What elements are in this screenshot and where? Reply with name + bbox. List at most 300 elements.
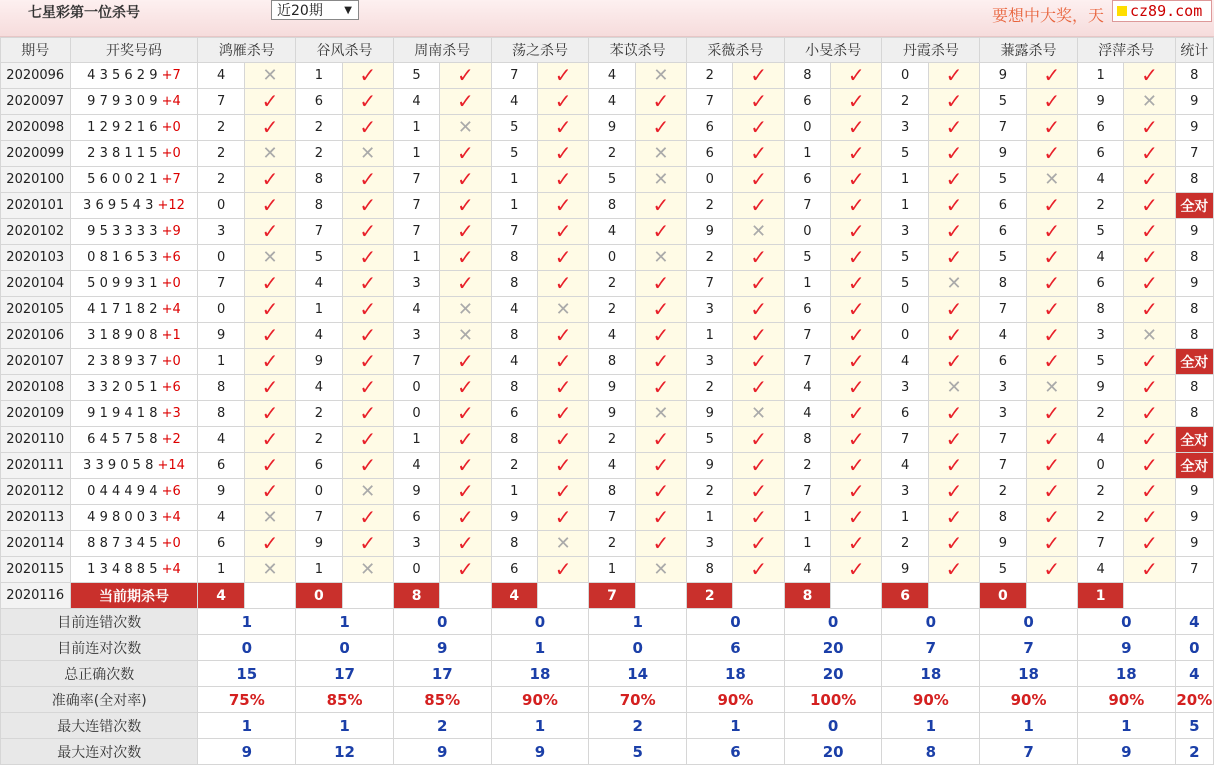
result-mark-cell	[733, 557, 784, 583]
kill-number-cell: 8	[198, 375, 244, 401]
kill-number-cell: 4	[491, 349, 537, 375]
table-row	[1, 557, 1214, 583]
summary-value: 2	[393, 713, 491, 739]
result-mark-cell	[831, 531, 882, 557]
summary-value: 1	[491, 713, 589, 739]
check-icon: ✓	[1043, 531, 1061, 555]
table-row	[1, 219, 1214, 245]
kill-number-cell: 1	[687, 505, 733, 531]
kill-number-cell: 0	[882, 63, 928, 89]
kill-number-cell: 0	[393, 557, 439, 583]
draw-digits: 9 7 9 3 0 9	[87, 94, 158, 109]
draw-cell	[70, 427, 198, 453]
blank-cell	[635, 583, 686, 609]
draw-sum: +12	[157, 198, 185, 213]
check-icon: ✓	[359, 271, 377, 295]
kill-number-cell: 7	[393, 219, 439, 245]
kill-number-cell: 2	[589, 427, 635, 453]
check-icon: ✓	[652, 193, 670, 217]
result-mark-cell	[440, 89, 491, 115]
result-mark-cell	[733, 323, 784, 349]
check-icon: ✓	[945, 479, 963, 503]
kill-number-cell: 8	[784, 63, 830, 89]
column-header-expert: 苯苡杀号	[589, 38, 687, 63]
result-mark-cell	[733, 531, 784, 557]
kill-number-cell: 2	[882, 89, 928, 115]
check-icon: ✓	[261, 89, 279, 113]
result-mark-cell	[635, 349, 686, 375]
kill-number-cell: 4	[589, 89, 635, 115]
summary-stat: 4	[1175, 661, 1213, 687]
kill-number-cell: 2	[687, 479, 733, 505]
logo-square-icon	[1117, 6, 1127, 16]
period-cell: 2020098	[1, 115, 71, 141]
kill-number-cell: 4	[784, 401, 830, 427]
stat-cell: 8	[1175, 245, 1213, 271]
summary-value: 90%	[980, 687, 1078, 713]
result-mark-cell	[342, 115, 393, 141]
result-mark-cell	[440, 427, 491, 453]
summary-value: 17	[296, 661, 394, 687]
summary-value: 15	[198, 661, 296, 687]
check-icon: ✓	[847, 271, 865, 295]
check-icon: ✓	[847, 375, 865, 399]
check-icon: ✓	[1141, 401, 1158, 425]
kill-number-cell: 8	[784, 427, 830, 453]
kill-number-cell: 1	[589, 557, 635, 583]
result-mark-cell	[831, 115, 882, 141]
result-mark-cell	[342, 63, 393, 89]
kill-number-cell: 4	[882, 453, 928, 479]
kill-number-cell: 3	[393, 271, 439, 297]
cross-icon: ✕	[360, 142, 376, 164]
check-icon: ✓	[847, 297, 865, 321]
kill-number-cell: 2	[1077, 505, 1123, 531]
table-row	[1, 89, 1214, 115]
check-icon: ✓	[359, 323, 377, 347]
check-icon: ✓	[847, 167, 865, 191]
period-cell: 2020106	[1, 323, 71, 349]
column-header-expert: 采薇杀号	[687, 38, 785, 63]
table-row	[1, 271, 1214, 297]
summary-row	[1, 687, 1214, 713]
stat-cell: 7	[1175, 141, 1213, 167]
result-mark-cell	[342, 271, 393, 297]
check-icon: ✓	[750, 193, 767, 217]
result-mark-cell	[342, 531, 393, 557]
kill-number-cell: 6	[491, 557, 537, 583]
result-mark-cell	[831, 505, 882, 531]
check-icon: ✓	[261, 323, 279, 347]
result-mark-cell	[440, 141, 491, 167]
check-icon: ✓	[457, 401, 474, 425]
kill-number-cell: 6	[882, 401, 928, 427]
result-mark-cell	[635, 453, 686, 479]
kill-number-cell: 6	[980, 349, 1026, 375]
result-mark-cell	[928, 271, 979, 297]
check-icon: ✓	[652, 271, 670, 295]
kill-number-cell: 2	[980, 479, 1026, 505]
period-cell: 2020109	[1, 401, 71, 427]
result-mark-cell	[1124, 453, 1175, 479]
summary-value: 0	[882, 609, 980, 635]
draw-sum: +2	[161, 432, 181, 447]
check-icon: ✓	[1043, 557, 1061, 581]
kill-number-cell: 4	[198, 427, 244, 453]
kill-number-cell: 5	[491, 141, 537, 167]
check-icon: ✓	[554, 245, 572, 269]
draw-cell	[70, 115, 198, 141]
check-icon: ✓	[750, 297, 767, 321]
check-icon: ✓	[359, 401, 377, 425]
cross-icon: ✕	[457, 298, 473, 320]
result-mark-cell	[244, 271, 295, 297]
check-icon: ✓	[945, 63, 963, 87]
check-icon: ✓	[261, 531, 279, 555]
kill-number-cell: 3	[882, 219, 928, 245]
kill-number-cell: 7	[198, 271, 244, 297]
kill-number-table	[0, 37, 1214, 765]
check-icon: ✓	[750, 557, 767, 581]
kill-number-cell: 9	[980, 531, 1026, 557]
kill-number-cell: 5	[882, 271, 928, 297]
kill-number-cell: 5	[882, 245, 928, 271]
result-mark-cell	[635, 245, 686, 271]
kill-number-cell: 9	[1077, 89, 1123, 115]
result-mark-cell	[244, 427, 295, 453]
check-icon: ✓	[1043, 115, 1061, 139]
result-mark-cell	[733, 89, 784, 115]
kill-number-cell: 9	[1077, 375, 1123, 401]
check-icon: ✓	[1043, 505, 1061, 529]
draw-cell	[70, 557, 198, 583]
check-icon: ✓	[945, 323, 963, 347]
result-mark-cell	[831, 141, 882, 167]
kill-number-cell: 2	[1077, 479, 1123, 505]
cross-icon: ✕	[946, 272, 962, 294]
draw-cell	[70, 141, 198, 167]
draw-digits: 9 5 3 3 3 3	[87, 224, 158, 239]
result-mark-cell	[635, 531, 686, 557]
cross-icon: ✕	[1141, 324, 1157, 346]
draw-digits: 1 2 9 2 1 6	[87, 120, 158, 135]
check-icon: ✓	[652, 323, 670, 347]
kill-number-cell: 0	[687, 167, 733, 193]
column-header-draw: 开奖号码	[70, 38, 198, 63]
check-icon: ✓	[457, 479, 474, 503]
table-row	[1, 375, 1214, 401]
result-mark-cell	[342, 557, 393, 583]
column-header-stat: 统计	[1175, 38, 1213, 63]
column-header-expert: 荡之杀号	[491, 38, 589, 63]
draw-sum: +0	[161, 120, 181, 135]
blank-cell	[537, 583, 588, 609]
summary-value: 1	[882, 713, 980, 739]
kill-number-cell: 9	[296, 531, 342, 557]
draw-digits: 3 3 9 0 5 8	[83, 458, 154, 473]
check-icon: ✓	[554, 375, 572, 399]
table-row	[1, 141, 1214, 167]
result-mark-cell	[831, 375, 882, 401]
check-icon: ✓	[750, 89, 767, 113]
kill-number-cell: 7	[393, 193, 439, 219]
column-header-expert: 谷风杀号	[296, 38, 394, 63]
result-mark-cell	[928, 349, 979, 375]
kill-number-cell: 7	[784, 323, 830, 349]
kill-number-cell: 5	[491, 115, 537, 141]
check-icon: ✓	[1043, 453, 1061, 477]
period-cell: 2020102	[1, 219, 71, 245]
check-icon: ✓	[554, 401, 572, 425]
check-icon: ✓	[261, 115, 279, 139]
current-period-row	[1, 583, 1214, 609]
result-mark-cell	[1026, 453, 1077, 479]
kill-number-cell: 5	[980, 89, 1026, 115]
current-kill-number: 6	[882, 583, 928, 609]
check-icon: ✓	[945, 531, 963, 555]
result-mark-cell	[440, 505, 491, 531]
table-row	[1, 245, 1214, 271]
result-mark-cell	[244, 349, 295, 375]
kill-number-cell: 1	[882, 193, 928, 219]
kill-number-cell: 3	[198, 219, 244, 245]
stat-cell: 9	[1175, 505, 1213, 531]
result-mark-cell	[1026, 63, 1077, 89]
check-icon: ✓	[847, 531, 865, 555]
summary-value: 1	[198, 609, 296, 635]
kill-number-cell: 4	[1077, 245, 1123, 271]
check-icon: ✓	[1141, 63, 1158, 87]
site-logo[interactable]	[1112, 0, 1212, 22]
check-icon: ✓	[261, 219, 279, 243]
result-mark-cell	[831, 167, 882, 193]
result-mark-cell	[635, 297, 686, 323]
draw-digits: 5 0 9 9 3 1	[87, 276, 158, 291]
kill-number-cell: 2	[687, 375, 733, 401]
check-icon: ✓	[847, 115, 865, 139]
result-mark-cell	[1026, 297, 1077, 323]
kill-number-cell: 2	[296, 141, 342, 167]
check-icon: ✓	[945, 505, 963, 529]
result-mark-cell	[928, 219, 979, 245]
result-mark-cell	[1124, 349, 1175, 375]
kill-number-cell: 8	[296, 193, 342, 219]
period-cell: 2020111	[1, 453, 71, 479]
result-mark-cell	[244, 557, 295, 583]
draw-sum: +0	[161, 276, 181, 291]
kill-number-cell: 6	[687, 115, 733, 141]
table-row	[1, 297, 1214, 323]
result-mark-cell	[831, 323, 882, 349]
check-icon: ✓	[652, 89, 670, 113]
result-mark-cell	[537, 141, 588, 167]
current-kill-number: 7	[589, 583, 635, 609]
summary-value: 18	[687, 661, 785, 687]
check-icon: ✓	[261, 427, 279, 451]
site-name: cz89.com	[1130, 2, 1203, 20]
check-icon: ✓	[457, 167, 474, 191]
current-kill-number: 8	[784, 583, 830, 609]
summary-value: 5	[589, 739, 687, 765]
result-mark-cell	[537, 531, 588, 557]
period-cell: 2020103	[1, 245, 71, 271]
period-select[interactable]	[271, 0, 359, 20]
blank-cell	[928, 583, 979, 609]
check-icon: ✓	[945, 453, 963, 477]
table-row	[1, 401, 1214, 427]
result-mark-cell	[1124, 245, 1175, 271]
table-row	[1, 349, 1214, 375]
check-icon: ✓	[457, 141, 474, 165]
check-icon: ✓	[554, 557, 572, 581]
stat-cell: 9	[1175, 115, 1213, 141]
kill-number-cell: 8	[589, 479, 635, 505]
draw-sum: +1	[161, 328, 181, 343]
draw-cell	[70, 531, 198, 557]
result-mark-cell	[244, 479, 295, 505]
result-mark-cell	[831, 271, 882, 297]
kill-number-cell: 1	[393, 141, 439, 167]
summary-stat: 20%	[1175, 687, 1213, 713]
check-icon: ✓	[847, 141, 865, 165]
check-icon: ✓	[847, 349, 865, 373]
kill-number-cell: 7	[980, 453, 1026, 479]
kill-number-cell: 8	[980, 505, 1026, 531]
blank-cell	[342, 583, 393, 609]
kill-number-cell: 0	[784, 115, 830, 141]
kill-number-cell: 9	[687, 219, 733, 245]
check-icon: ✓	[1141, 167, 1158, 191]
cross-icon: ✕	[751, 402, 767, 424]
check-icon: ✓	[554, 89, 572, 113]
kill-number-cell: 8	[589, 349, 635, 375]
blank-cell	[244, 583, 295, 609]
stat-cell: 全对	[1175, 193, 1213, 219]
check-icon: ✓	[1043, 219, 1061, 243]
kill-number-cell: 7	[784, 349, 830, 375]
result-mark-cell	[928, 531, 979, 557]
check-icon: ✓	[652, 375, 670, 399]
result-mark-cell	[1124, 63, 1175, 89]
kill-number-cell: 2	[687, 193, 733, 219]
kill-number-cell: 4	[296, 375, 342, 401]
result-mark-cell	[635, 479, 686, 505]
stat-cell: 8	[1175, 401, 1213, 427]
kill-number-cell: 7	[1077, 531, 1123, 557]
kill-number-cell: 1	[296, 63, 342, 89]
check-icon: ✓	[1141, 349, 1158, 373]
blank-cell	[440, 583, 491, 609]
draw-sum: +0	[161, 146, 181, 161]
result-mark-cell	[244, 531, 295, 557]
summary-value: 9	[393, 739, 491, 765]
kill-number-cell: 4	[980, 323, 1026, 349]
current-kill-number: 4	[491, 583, 537, 609]
period-cell: 2020096	[1, 63, 71, 89]
check-icon: ✓	[1043, 349, 1061, 373]
result-mark-cell	[537, 557, 588, 583]
result-mark-cell	[928, 63, 979, 89]
kill-number-cell: 6	[296, 89, 342, 115]
result-mark-cell	[635, 167, 686, 193]
kill-number-cell: 1	[198, 557, 244, 583]
result-mark-cell	[440, 323, 491, 349]
result-mark-cell	[1026, 115, 1077, 141]
result-mark-cell	[733, 427, 784, 453]
kill-number-cell: 3	[687, 349, 733, 375]
current-kill-number: 0	[296, 583, 342, 609]
result-mark-cell	[537, 375, 588, 401]
check-icon: ✓	[359, 375, 377, 399]
summary-value: 1	[296, 609, 394, 635]
result-mark-cell	[635, 323, 686, 349]
result-mark-cell	[831, 557, 882, 583]
draw-cell	[70, 193, 198, 219]
ad-slogan[interactable]: 要想中大奖，天	[992, 6, 1105, 25]
check-icon: ✓	[1141, 297, 1158, 321]
cross-icon: ✕	[1141, 90, 1157, 112]
kill-number-cell: 1	[1077, 63, 1123, 89]
table-row	[1, 323, 1214, 349]
kill-number-cell: 9	[393, 479, 439, 505]
check-icon: ✓	[1141, 245, 1158, 269]
result-mark-cell	[928, 115, 979, 141]
summary-value: 85%	[296, 687, 394, 713]
cross-icon: ✕	[653, 558, 669, 580]
check-icon: ✓	[1043, 141, 1061, 165]
draw-sum: +14	[157, 458, 185, 473]
period-cell: 2020116	[1, 583, 71, 609]
kill-number-cell: 3	[882, 479, 928, 505]
cross-icon: ✕	[751, 220, 767, 242]
result-mark-cell	[635, 63, 686, 89]
draw-digits: 0 4 4 4 9 4	[87, 484, 158, 499]
stat-cell: 9	[1175, 531, 1213, 557]
result-mark-cell	[1026, 89, 1077, 115]
summary-value: 90%	[491, 687, 589, 713]
result-mark-cell	[244, 401, 295, 427]
result-mark-cell	[342, 427, 393, 453]
check-icon: ✓	[1141, 271, 1158, 295]
summary-value: 1	[687, 713, 785, 739]
kill-number-cell: 2	[882, 531, 928, 557]
kill-number-cell: 4	[784, 557, 830, 583]
draw-digits: 9 1 9 4 1 8	[87, 406, 158, 421]
result-mark-cell	[537, 89, 588, 115]
check-icon: ✓	[457, 63, 474, 87]
result-mark-cell	[440, 219, 491, 245]
period-cell: 2020107	[1, 349, 71, 375]
kill-number-cell: 7	[589, 505, 635, 531]
check-icon: ✓	[359, 531, 377, 555]
result-mark-cell	[244, 219, 295, 245]
summary-value: 9	[491, 739, 589, 765]
result-mark-cell	[244, 115, 295, 141]
check-icon: ✓	[1141, 557, 1158, 581]
result-mark-cell	[244, 505, 295, 531]
kill-number-cell: 0	[882, 297, 928, 323]
blank-cell	[1175, 583, 1213, 609]
draw-sum: +4	[161, 94, 181, 109]
kill-number-cell: 5	[296, 245, 342, 271]
kill-number-cell: 2	[296, 115, 342, 141]
check-icon: ✓	[945, 245, 963, 269]
draw-cell	[70, 323, 198, 349]
current-kill-number: 2	[687, 583, 733, 609]
check-icon: ✓	[847, 89, 865, 113]
check-icon: ✓	[652, 453, 670, 477]
kill-number-cell: 4	[1077, 427, 1123, 453]
